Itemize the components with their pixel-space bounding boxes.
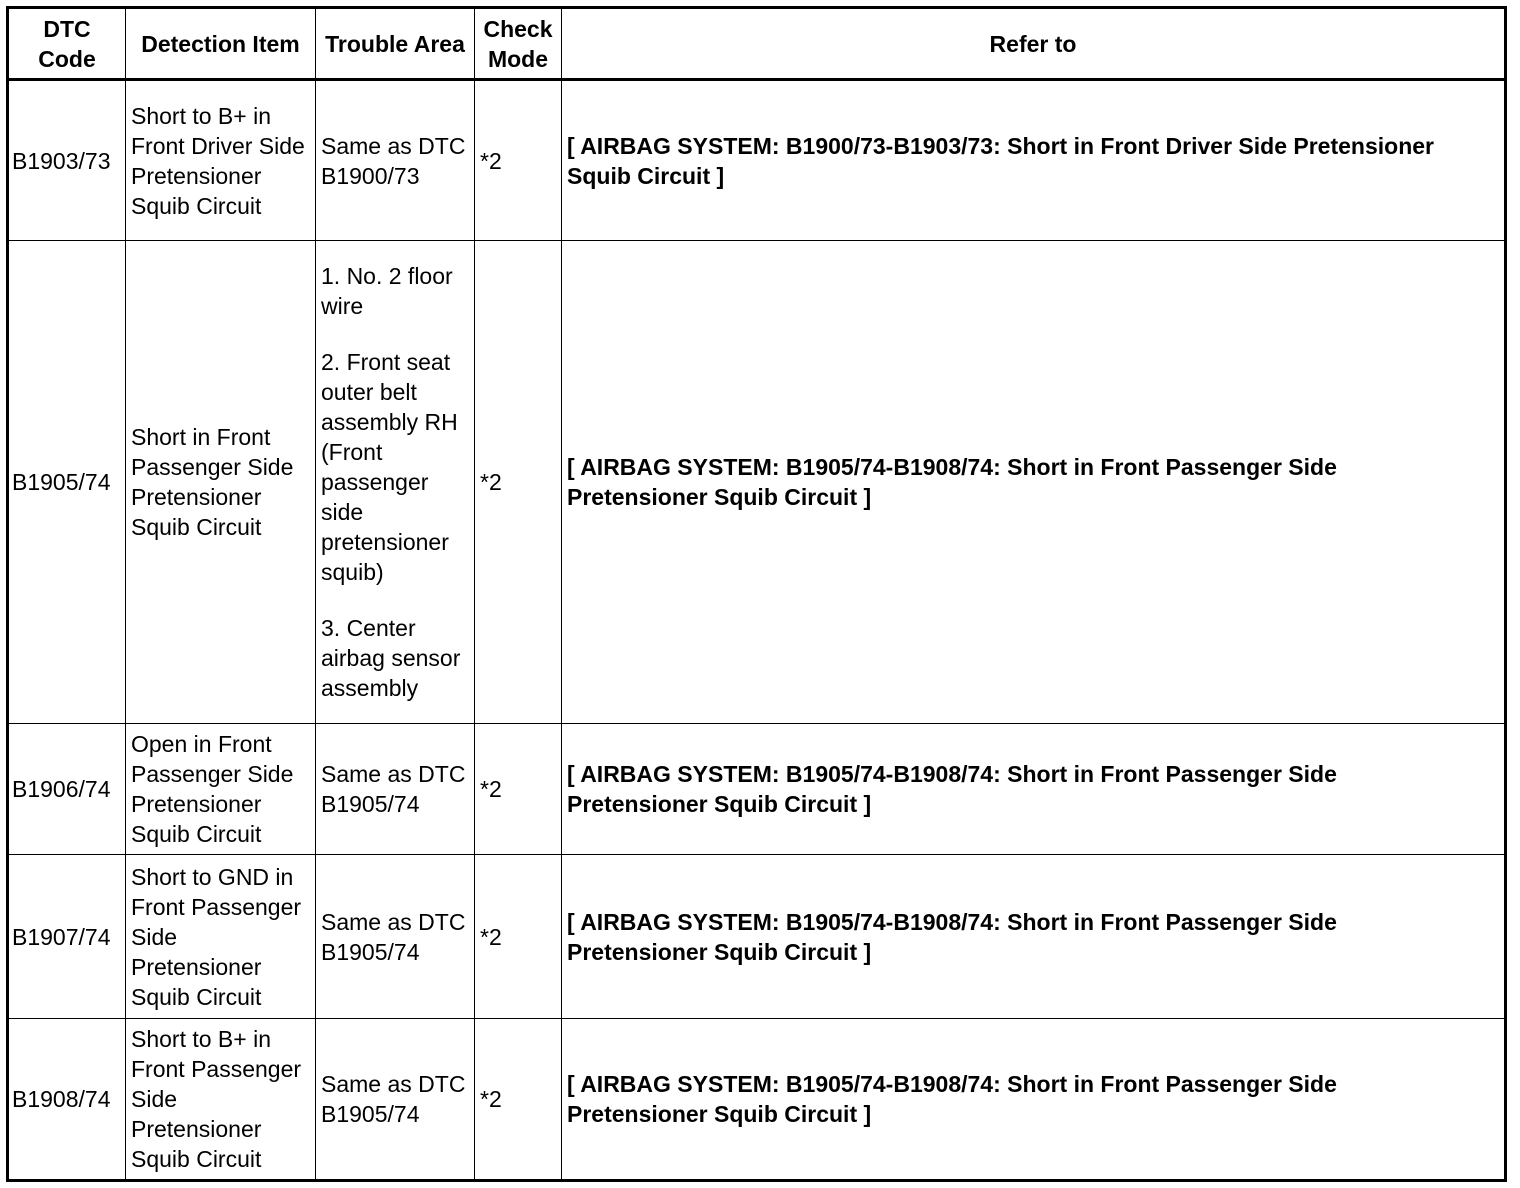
header-detection-item: Detection Item — [126, 8, 316, 80]
detection-item-cell: Short to GND in Front Passenger Side Pretensioner Squib Circuit — [126, 855, 316, 1018]
trouble-area-cell — [316, 1018, 475, 1180]
detection-item-cell: Open in Front Passenger Side Pretensioner Squib Circuit — [126, 724, 316, 855]
check-mode-cell: *2 — [475, 1018, 562, 1180]
refer-to-link[interactable]: [ AIRBAG SYSTEM: B1905/74-B1908/74: Short in Front Passenger Side Pretensioner Squib Circuit ] — [562, 241, 1506, 724]
trouble-area-item: Same as DTC B1900/73 — [321, 132, 466, 189]
table-row — [8, 724, 1506, 855]
header-trouble-area: Trouble Area — [316, 8, 475, 80]
trouble-area-item: Same as DTC B1905/74 — [321, 1070, 466, 1127]
header-dtc-code: DTC Code — [8, 8, 126, 80]
table-row — [8, 241, 1506, 724]
refer-to-link[interactable]: [ AIRBAG SYSTEM: B1905/74-B1908/74: Short in Front Passenger Side Pretensioner Squib Circuit ] — [562, 724, 1506, 855]
detection-item-cell: Short to B+ in Front Driver Side Pretensioner Squib Circuit — [126, 80, 316, 241]
trouble-area-item: 2. Front seat outer belt assembly RH (Front passenger side pretensioner squib) — [321, 349, 458, 586]
check-mode-cell: *2 — [475, 80, 562, 241]
trouble-area-item: Same as DTC B1905/74 — [321, 908, 466, 965]
check-mode-cell: *2 — [475, 855, 562, 1018]
refer-to-link[interactable]: [ AIRBAG SYSTEM: B1905/74-B1908/74: Short in Front Passenger Side Pretensioner Squib Circuit ] — [562, 1018, 1506, 1180]
trouble-area-item: 1. No. 2 floor wire — [321, 263, 453, 320]
trouble-area-item: 3. Center airbag sensor assembly — [321, 615, 461, 702]
dtc-code-cell: B1906/74 — [8, 724, 126, 855]
refer-to-link[interactable]: [ AIRBAG SYSTEM: B1905/74-B1908/74: Short in Front Passenger Side Pretensioner Squib Circuit ] — [562, 855, 1506, 1018]
table-row — [8, 855, 1506, 1018]
header-check-mode: Check Mode — [475, 8, 562, 80]
trouble-area-item: Same as DTC B1905/74 — [321, 761, 466, 818]
refer-to-link[interactable]: [ AIRBAG SYSTEM: B1900/73-B1903/73: Short in Front Driver Side Pretensioner Squib Circuit ] — [562, 80, 1506, 241]
table-row — [8, 1018, 1506, 1180]
dtc-code-cell: B1907/74 — [8, 855, 126, 1018]
trouble-area-cell — [316, 80, 475, 241]
check-mode-cell: *2 — [475, 241, 562, 724]
dtc-code-cell: B1903/73 — [8, 80, 126, 241]
detection-item-cell: Short to B+ in Front Passenger Side Pretensioner Squib Circuit — [126, 1018, 316, 1180]
dtc-table — [6, 6, 1507, 1182]
table-row — [8, 80, 1506, 241]
trouble-area-cell — [316, 855, 475, 1018]
trouble-area-cell — [316, 724, 475, 855]
header-row — [8, 8, 1506, 80]
detection-item-cell: Short in Front Passenger Side Pretensioner Squib Circuit — [126, 241, 316, 724]
check-mode-cell: *2 — [475, 724, 562, 855]
dtc-code-cell: B1908/74 — [8, 1018, 126, 1180]
dtc-code-cell: B1905/74 — [8, 241, 126, 724]
trouble-area-cell — [316, 241, 475, 724]
header-refer-to: Refer to — [562, 8, 1506, 80]
